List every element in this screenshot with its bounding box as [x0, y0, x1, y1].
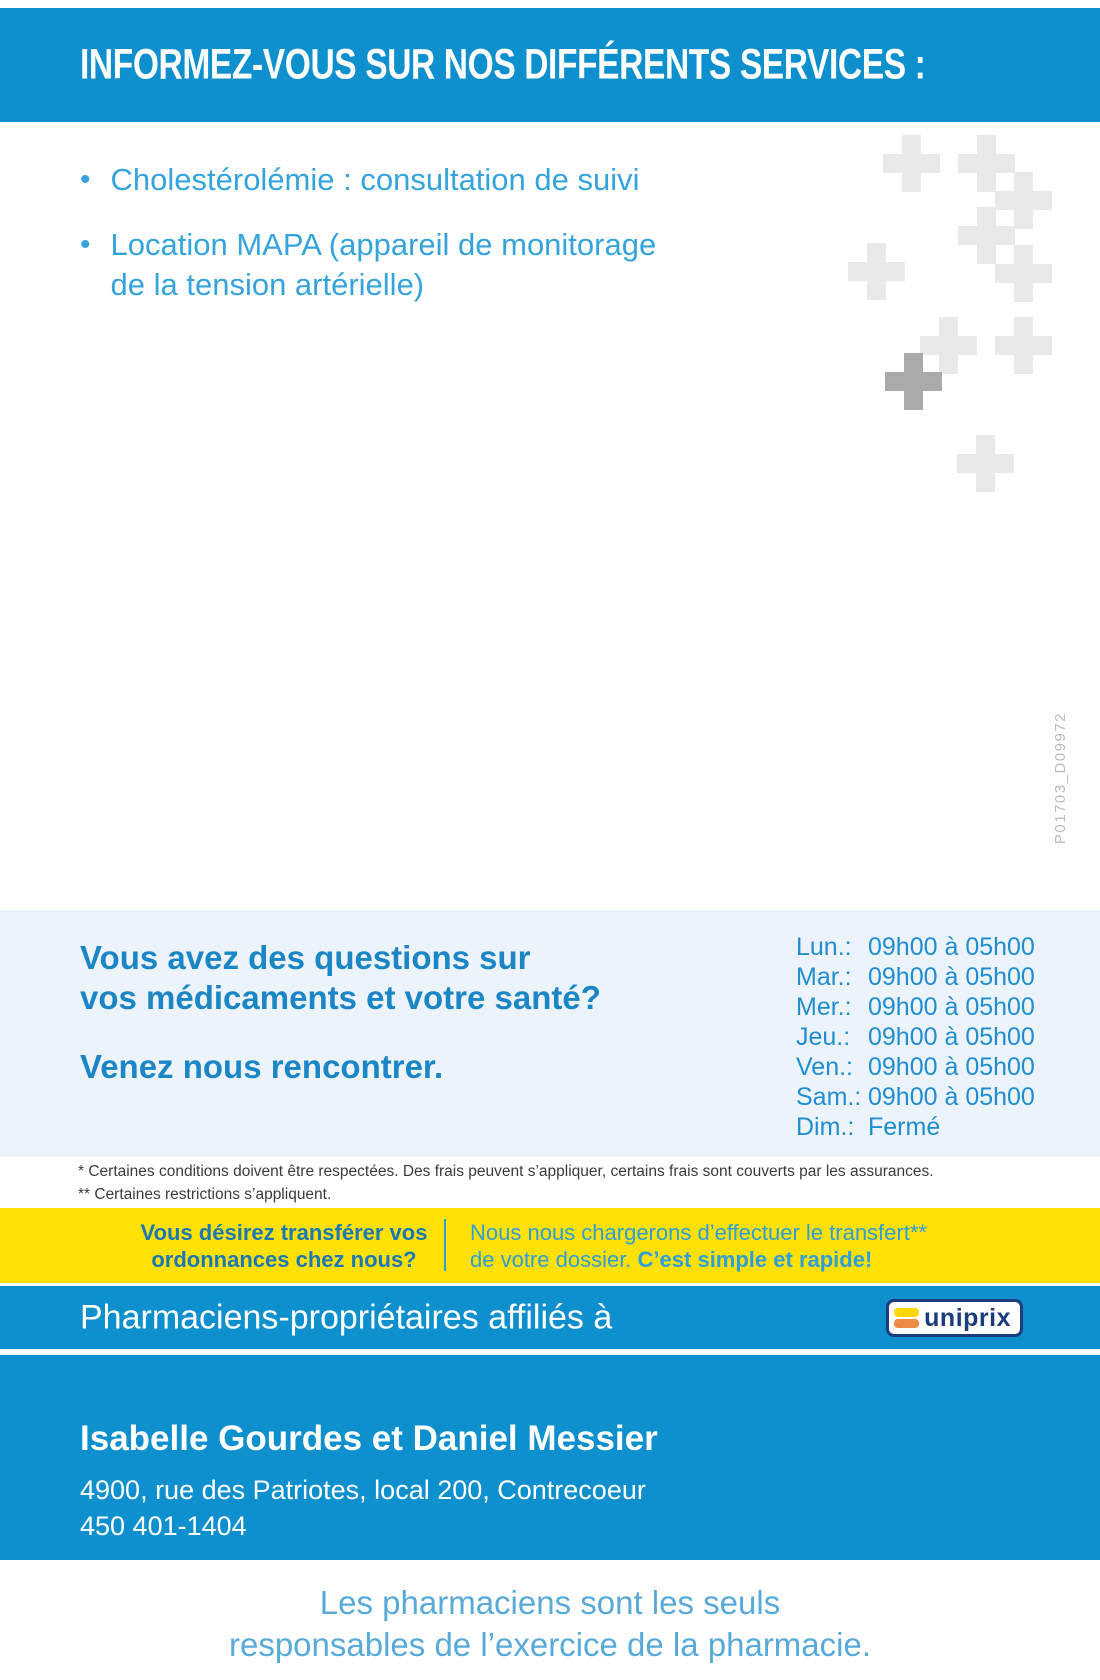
transfer-band [0, 1208, 1100, 1283]
uniprix-flag-icon [894, 1308, 919, 1328]
service-text: Cholestérolémie : consultation de suivi [110, 162, 640, 197]
list-item [80, 160, 780, 200]
affiliation-label: Pharmaciens-propriétaires affiliés à [80, 1298, 613, 1336]
hours-day: Dim.: [796, 1112, 855, 1141]
print-code: P01703_D09972 [1052, 712, 1069, 845]
list-item [80, 225, 780, 305]
vertical-divider [444, 1219, 446, 1271]
hours-time: 09h00 à 05h00 [868, 992, 1035, 1021]
hours-row [796, 962, 1035, 992]
hours-row [796, 1082, 1035, 1112]
uniprix-logo [886, 1299, 1023, 1337]
uniprix-wordmark: uniprix [924, 1303, 1011, 1332]
pharmacy-phone: 450 401-1404 [80, 1511, 247, 1541]
hours-time: 09h00 à 05h00 [868, 962, 1035, 991]
plus-icon [848, 243, 905, 300]
hours-day: Jeu.: [796, 1022, 851, 1051]
hours-day: Lun.: [796, 932, 852, 961]
hours-day: Mar.: [796, 962, 852, 991]
plus-icon [995, 317, 1052, 374]
hours-row [796, 932, 1035, 962]
footnote-line: * Certaines conditions doivent être respectées. Des frais peuvent s’appliquer, certains frais sont couverts par les assurances. [78, 1163, 934, 1180]
hours-time: 09h00 à 05h00 [868, 1052, 1035, 1081]
hours-day: Mer.: [796, 992, 852, 1021]
header-banner [0, 8, 1100, 122]
bullet-icon: • [80, 163, 91, 196]
info-band [0, 910, 1100, 1157]
plus-icon [883, 135, 940, 192]
hours-time: 09h00 à 05h00 [868, 1022, 1035, 1051]
pharmacy-owners: Isabelle Gourdes et Daniel Messier [80, 1419, 658, 1458]
hours-time: 09h00 à 05h00 [868, 1082, 1035, 1111]
hours-row [796, 1052, 1035, 1082]
pharmacy-address: 4900, rue des Patriotes, local 200, Contrecoeur [80, 1475, 646, 1505]
plus-icon [885, 353, 942, 410]
service-text: Location MAPA (appareil de monitorage [110, 227, 657, 262]
hours-row [796, 1112, 1035, 1142]
hours-time: 09h00 à 05h00 [868, 932, 1035, 961]
footnote-line: ** Certaines restrictions s’appliquent. [78, 1186, 332, 1203]
hours-row [796, 992, 1035, 1022]
meet-cta: Venez nous rencontrer. [80, 1048, 444, 1085]
hours-row [796, 1022, 1035, 1052]
affiliation-band [0, 1286, 1100, 1349]
transfer-question: Vous désirez transférer vos ordonnances chez nous? [140, 1220, 428, 1272]
hours-day: Sam.: [796, 1082, 862, 1111]
questions-heading: Vous avez des questions sur vos médicaments et votre santé? [80, 939, 601, 1016]
page-title: INFORMEZ-VOUS SUR NOS DIFFÉRENTS SERVICES : [80, 40, 926, 89]
plus-icon [995, 245, 1052, 302]
hours-time: Fermé [868, 1112, 941, 1141]
footnotes [78, 1160, 934, 1206]
hours-day: Ven.: [796, 1052, 853, 1081]
transfer-answer: Nous nous chargerons d’effectuer le transfert** de votre dossier. C’est simple et rapide! [470, 1220, 927, 1272]
disclaimer: Les pharmaciens sont les seuls responsables de l’exercice de la pharmacie. [228, 1584, 872, 1663]
bullet-icon: • [80, 228, 91, 261]
pharmacy-info-band [0, 1355, 1100, 1560]
service-text: de la tension artérielle) [110, 267, 425, 302]
services-list [80, 160, 780, 330]
plus-icon [957, 435, 1014, 492]
opening-hours [796, 932, 1035, 1142]
